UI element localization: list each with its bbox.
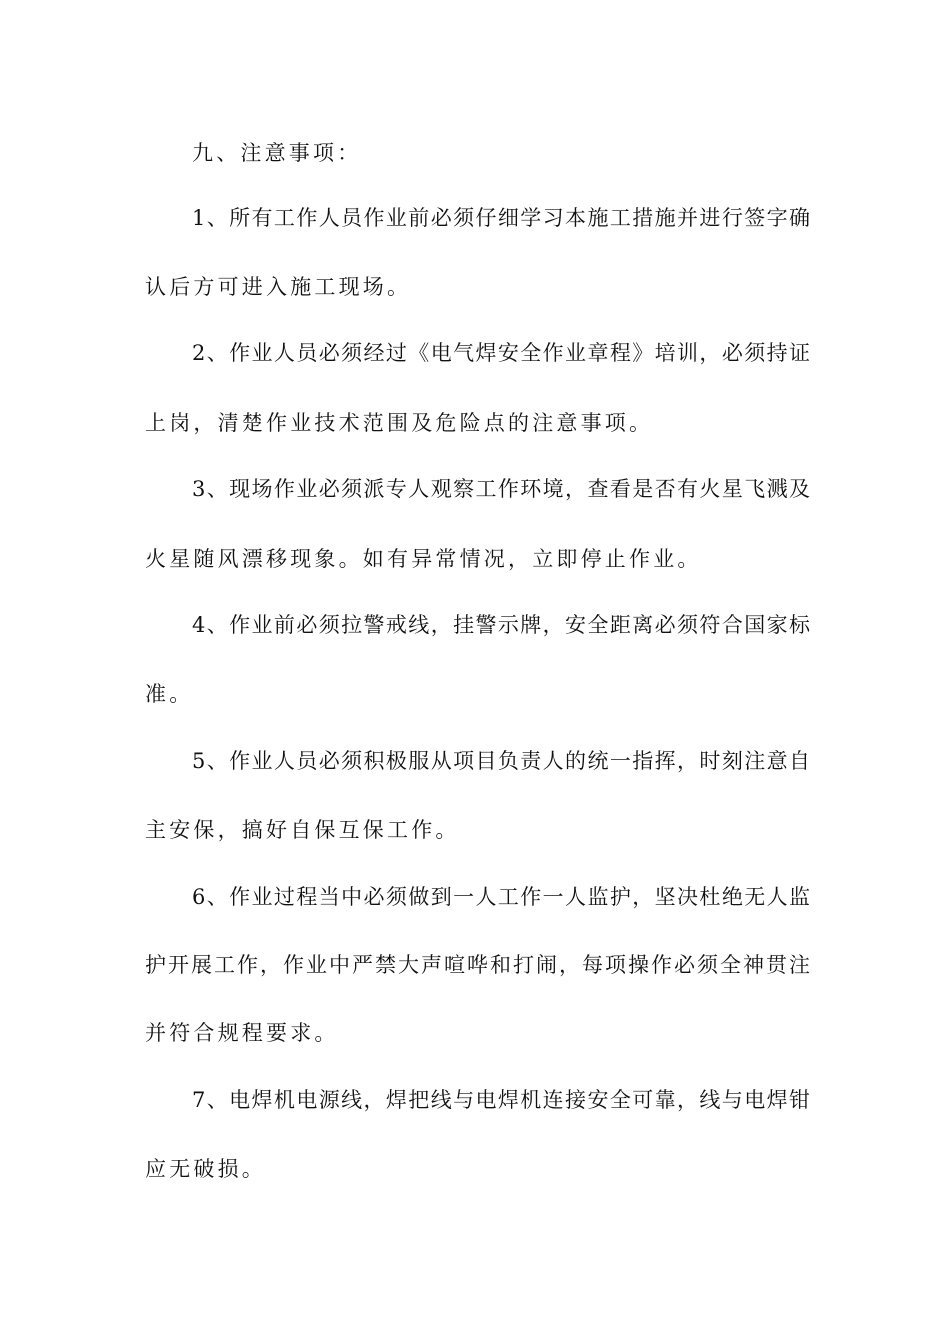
item-3-line-2: 火星随风漂移现象。如有异常情况，立即停止作业。 [145,547,702,571]
item-5-line-1: 5、作业人员必须积极服从项目负责人的统一指挥，时刻注意自 [192,749,810,773]
item-1-line-1: 1、所有工作人员作业前必须仔细学习本施工措施并进行签字确 [192,206,810,230]
item-4-line-1: 4、作业前必须拉警戒线，挂警示牌，安全距离必须符合国家标 [192,613,810,637]
item-5-line-2: 主安保，搞好自保互保工作。 [145,818,460,842]
item-7-line-1: 7、电焊机电源线，焊把线与电焊机连接安全可靠，线与电焊钳 [192,1088,810,1112]
item-4-line-2: 准。 [145,682,194,706]
item-2-line-1: 2、作业人员必须经过《电气焊安全作业章程》培训，必须持证 [192,341,810,365]
item-6-line-1: 6、作业过程当中必须做到一人工作一人监护，坚决杜绝无人监 [192,885,810,909]
section-heading: 九、注意事项： [192,141,362,165]
item-6-line-2: 护开展工作，作业中严禁大声喧哗和打闹，每项操作必须全神贯注 [145,953,810,977]
item-6-line-3: 并符合规程要求。 [145,1021,339,1045]
item-2-line-2: 上岗，清楚作业技术范围及危险点的注意事项。 [145,411,654,435]
item-1-line-2: 认后方可进入施工现场。 [145,275,412,299]
item-3-line-1: 3、现场作业必须派专人观察工作环境，查看是否有火星飞溅及 [192,477,810,501]
item-7-line-2: 应无破损。 [145,1157,266,1181]
